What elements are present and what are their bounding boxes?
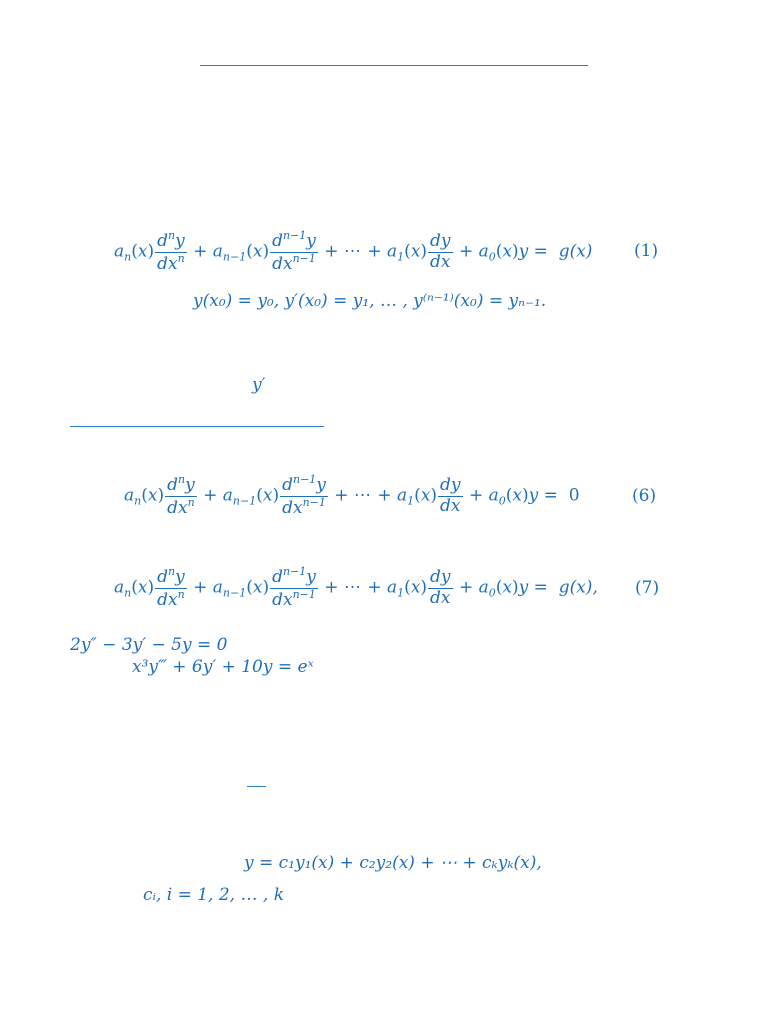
equation-7: $a_n(x)$ $\frac{d^ny}{dx^n}$ + $a_{n-1}(x)$ $\frac{d^{n-1}y}{dx^{n-1}}$ + ⋯ + $a_1(x)$ $\frac{dy}{dx}$ + $a_0(x)y = g(x)$, [114, 565, 598, 610]
equation-6: $a_n(x)$ $\frac{d^ny}{dx^n}$ + $a_{n-1}(x)$ $\frac{d^{n-1}y}{dx^{n-1}}$ + ⋯ + $a_1(x)$ $\frac{dy}{dx}$ + $a_0(x)y = 0$ [124, 473, 580, 518]
equation-1-rhs: g(x) [558, 241, 593, 262]
dash-mark [247, 786, 266, 787]
superposition-equation: y = c₁y₁(x) + c₂y₂(x) + ⋯ + cₖyₖ(x), [244, 853, 542, 873]
equation-1: $a_n(x)$ $\frac{d^ny}{dx^n}$ + $a_{n-1}(x)$ $\frac{d^{n-1}y}{dx^{n-1}}$ + ⋯ + $a_1(x)$ $\frac{dy}{dx}$ + $a_0(x)y = g(x)$ [114, 229, 593, 274]
initial-conditions: y(x₀) = y₀, y′(x₀) = y₁, … , y⁽ⁿ⁻¹⁾(x₀) = yₙ₋₁. [193, 291, 547, 311]
title-underline [200, 65, 588, 66]
y-prime-symbol: y′ [252, 375, 266, 395]
equation-1-tag: (1) [634, 241, 659, 261]
example-equation-2: x³y‴ + 6y′ + 10y = eˣ [132, 657, 314, 677]
equation-6-tag: (6) [632, 486, 657, 506]
constants-definition: cᵢ, i = 1, 2, … , k [143, 885, 284, 905]
example-equation-1: 2y″ − 3y′ − 5y = 0 [70, 635, 228, 655]
equation-7-tag: (7) [635, 578, 660, 598]
equation-7-rhs: g(x), [558, 577, 598, 598]
section-underline [70, 426, 324, 427]
equation-6-rhs: 0 [568, 485, 580, 506]
